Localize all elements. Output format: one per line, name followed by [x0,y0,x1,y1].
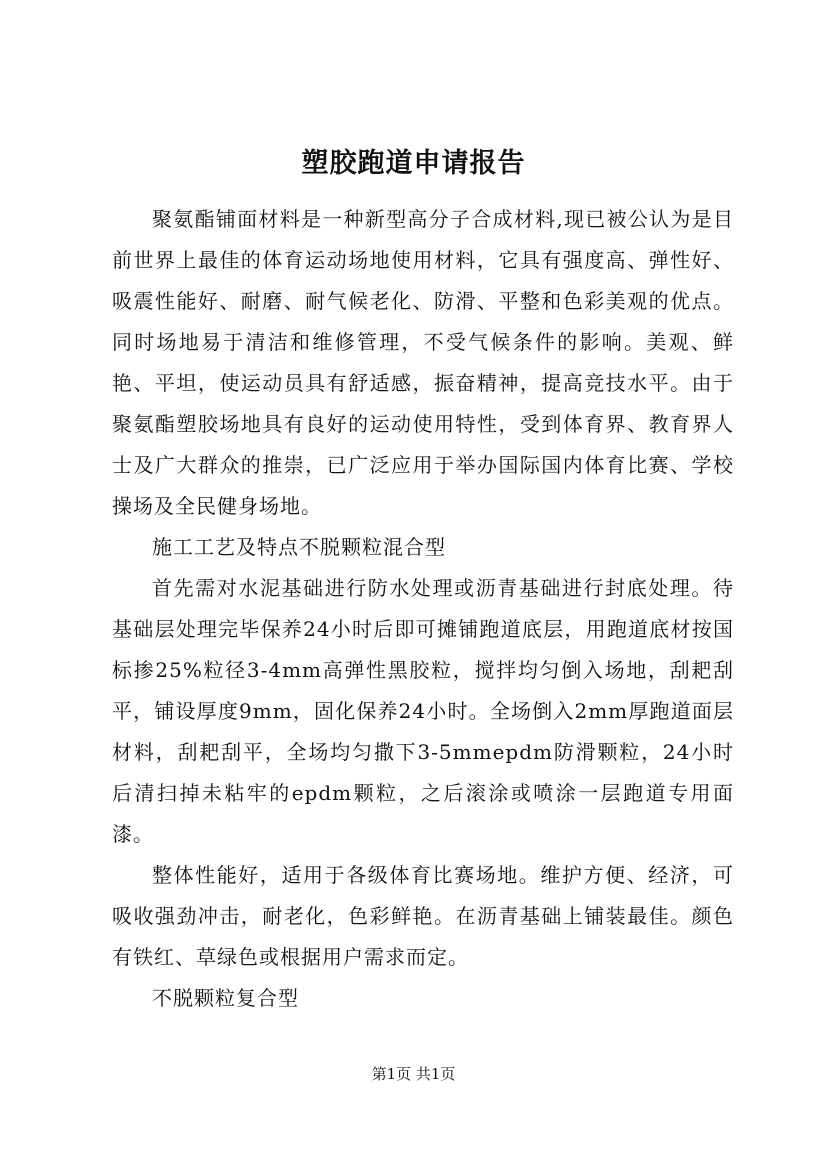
document-title: 塑胶跑道申请报告 [301,148,526,179]
paragraph-composite-heading: 不脱颗粒复合型 [152,986,299,1010]
paragraph-section-heading: 施工工艺及特点不脱颗粒混合型 [152,535,446,559]
paragraph-intro: 聚氨酯铺面材料是一种新型高分子合成材料,现已被公认为是目前世界上最佳的体育运动场地使用材料，它具有强度高、弹性好、吸震性能好、耐磨、耐气候老化、防滑、平整和色彩美观的优点。同时场地易于清洁和维修管理，不受气候条件的影响。美观、鲜艳、平坦，使运动员具有舒适感，振奋精神，提高竞技水平。由于聚氨酯塑胶场地具有良好的运动使用特性，受到体育界、教育界人士及广大群众的推崇，已广泛应用于举办国际国内体育比赛、学校操场及全民健身场地。 [112,207,734,518]
paragraph-construction-process: 首先需对水泥基础进行防水处理或沥青基础进行封底处理。待基础层处理完毕保养24小时后即可摊铺跑道底层，用跑道底材按国标掺25%粒径3-4mm高弹性黑胶粒，搅拌均匀倒入场地，刮耙刮平，铺设厚度9mm，固化保养24小时。全场倒入2mm厚跑道面层材料，刮耙刮平，全场均匀撒下3-5mmepdm防滑颗粒，24小时后清扫掉未粘牢的epdm颗粒，之后滚涂或喷涂一层跑道专用面漆。 [112,576,734,846]
document-body [112,199,734,1019]
paragraph-features: 整体性能好，适用于各级体育比赛场地。维护方便、经济，可吸收强劲冲击，耐老化，色彩鲜艳。在沥青基础上铺装最佳。颜色有铁红、草绿色或根据用户需求而定。 [112,863,734,969]
page-footer: 第1页 共1页 [371,1065,456,1083]
